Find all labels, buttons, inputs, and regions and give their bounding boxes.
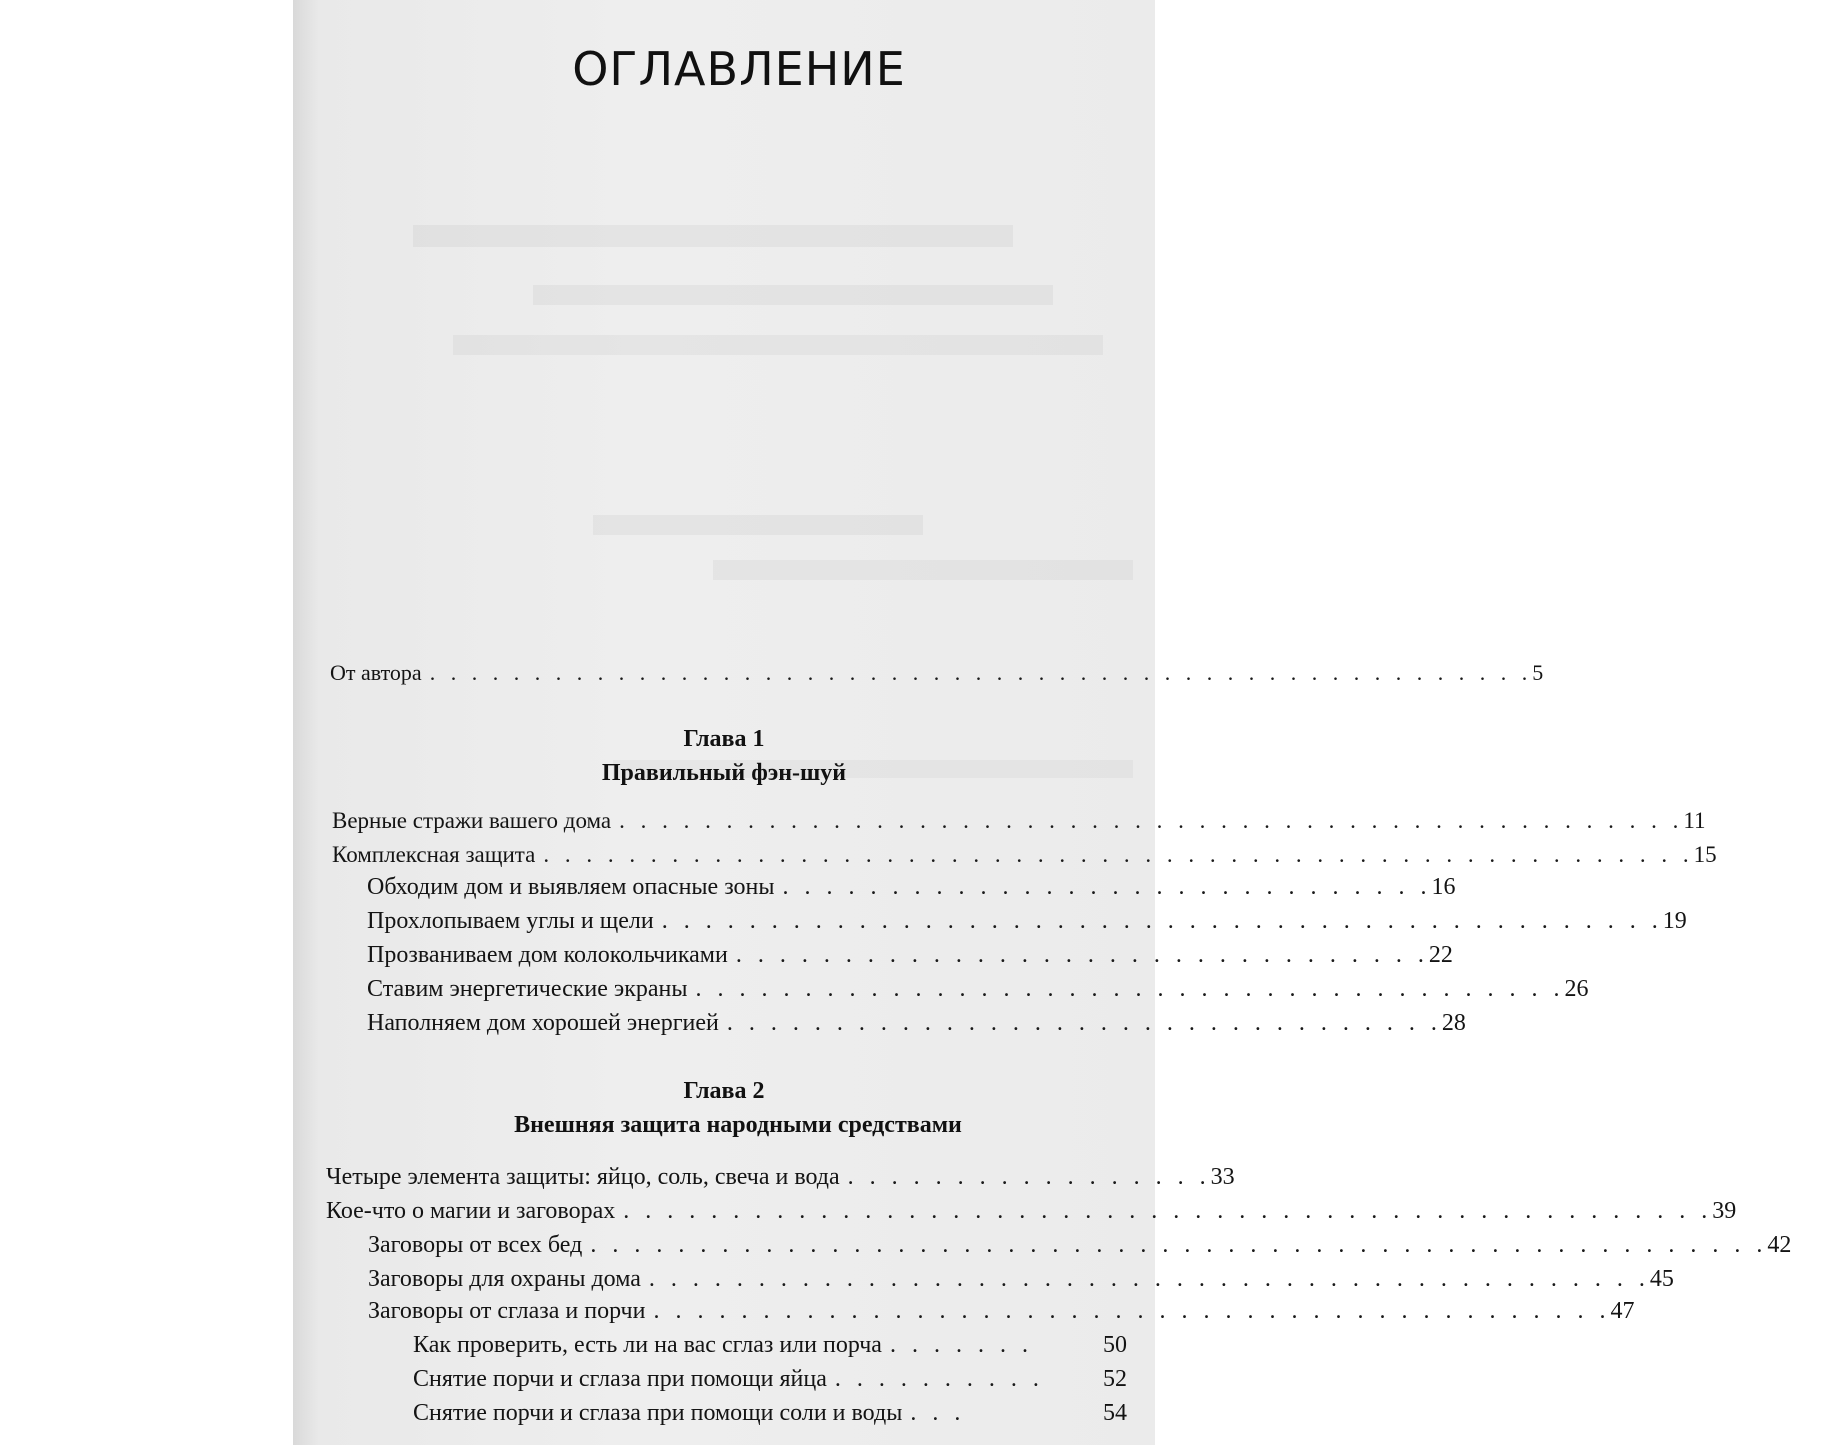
toc-entry-page: 33 (1210, 1164, 1235, 1190)
toc-entry (293, 976, 1589, 1012)
dot-leader: . . . . . . . . . . . . . . . . . . . . . . . . . . . . . . . . . . . . . . . . . . . . . . (648, 1266, 1650, 1292)
toc-entry (293, 1232, 1792, 1268)
toc-entry-label: Наполняем дом хорошей энергией (367, 1010, 719, 1036)
dot-leader: . . . . . . . . . . . . . . . . . . . . . . . . . . . . . . . . . . . . . . . . . . . . . . . . . . . . . . (543, 842, 1694, 867)
toc-entry-label: Кое-что о магии и заговорах (326, 1198, 616, 1224)
chapter-1-title: Правильный фэн-шуй (601, 760, 847, 786)
toc-entry-page: 16 (1431, 874, 1456, 900)
book-page (293, 0, 1792, 1445)
toc-entry-page: 47 (1610, 1298, 1635, 1324)
toc-entry (293, 1332, 1155, 1368)
dot-leader: . . . . . . . . . . . . . . . . . . . . . . . . . . . . . . . . . . . . . . . . (695, 976, 1565, 1002)
toc-entry-label: Заговоры от всех бед (368, 1232, 583, 1258)
toc-entry-label: Ставим энергетические экраны (367, 976, 688, 1002)
dot-leader: . . . . . . . . . . . . . . . . . . . . . . . . . . . . . . . . . . . . . . . . . . . . . . . . . . (623, 1198, 1713, 1224)
page-title: ОГЛАВЛЕНИЕ (572, 42, 906, 96)
toc-entry (293, 1010, 1466, 1046)
toc-entry (293, 908, 1687, 944)
toc-entry-intro (293, 660, 1544, 696)
dot-leader: . . . . . . . . . . . . . . . . . . . . . . . . . . . . . . . . . . . . . . . . . . . . . . . . . . . . . (429, 660, 1533, 685)
dot-leader: . . . . . . . . . . . . . . . . . . . . . . . . . . . . . . . . . . . . . . . . . . . . . . . . . . . . . . (590, 1232, 1768, 1258)
toc-entry-label: Обходим дом и выявляем опасные зоны (367, 874, 775, 900)
toc-entry-page: 50 (1103, 1332, 1127, 1358)
toc-entry (293, 1298, 1635, 1334)
toc-entry-page: 15 (1693, 842, 1717, 867)
chapter-2-title: Внешняя защита народными средствами (514, 1112, 962, 1138)
toc-entry-label: От автора (330, 660, 422, 685)
toc-entry (293, 1366, 1155, 1402)
dot-leader: . . . . . . . . . . . . . . . . . . . . . . . . . . . . . . . . . . . . . . . . . . . . . . (661, 908, 1663, 934)
dot-leader: . . . . . . . . . . . . . . . . . (847, 1164, 1211, 1190)
toc-entry-page: 19 (1662, 908, 1687, 934)
dot-leader: . . . . . . . . . . . . . . . . . . . . . . . . . . . . . . . . . . . . . . . . . . . . (653, 1298, 1611, 1324)
toc-entry-page: 42 (1767, 1232, 1792, 1258)
dot-leader: . . . . . . . . . . . . . . . . . . . . . . . . . . . . . . (782, 874, 1432, 900)
toc-entry (293, 808, 1706, 844)
dot-leader: . . . (910, 1400, 966, 1426)
toc-entry-label: Прозваниваем дом колокольчиками (367, 942, 728, 968)
toc-entry (293, 942, 1453, 978)
toc-entry (293, 1164, 1235, 1200)
chapter-2-number: Глава 2 (683, 1078, 765, 1104)
toc-entry-page: 11 (1683, 808, 1706, 833)
dot-leader: . . . . . . . . . . . . . . . . . . . . . . . . . . . . . . . . . . . . . . . . . . . . . . . . . . (619, 808, 1684, 833)
toc-entry-page: 39 (1712, 1198, 1737, 1224)
dot-leader: . . . . . . . . . . . . . . . . . . . . . . . . . . . . . . . . (735, 942, 1429, 968)
toc-entry-page: 52 (1103, 1366, 1127, 1392)
toc-entry (293, 1266, 1674, 1302)
toc-entry (293, 842, 1717, 878)
toc-entry-label: Верные стражи вашего дома (332, 808, 612, 833)
table-of-contents (293, 0, 1792, 1445)
toc-entry (293, 1400, 1155, 1436)
dot-leader: . . . . . . . (889, 1332, 1033, 1358)
toc-entry-label: Прохлопываем углы и щели (367, 908, 654, 934)
toc-entry (293, 1198, 1737, 1234)
toc-entry-page: 26 (1564, 976, 1589, 1002)
toc-entry-label: Комплексная защита (332, 842, 536, 867)
toc-entry-label: Снятие порчи и сглаза при помощи яйца (413, 1366, 827, 1392)
toc-entry-page: 54 (1103, 1400, 1127, 1426)
toc-entry-page: 45 (1649, 1266, 1674, 1292)
toc-entry-label: Снятие порчи и сглаза при помощи соли и воды (413, 1400, 903, 1426)
toc-entry-label: Заговоры от сглаза и порчи (368, 1298, 646, 1324)
chapter-1-number: Глава 1 (683, 726, 765, 752)
dot-leader: . . . . . . . . . . . . . . . . . . . . . . . . . . . . . . . . . (726, 1010, 1442, 1036)
toc-entry-page: 22 (1428, 942, 1453, 968)
toc-entry-label: Заговоры для охраны дома (368, 1266, 641, 1292)
toc-entry-page: 28 (1441, 1010, 1466, 1036)
toc-entry-page: 5 (1532, 660, 1544, 685)
dot-leader: . . . . . . . . . . (834, 1366, 1044, 1392)
toc-entry (293, 874, 1456, 910)
toc-entry-label: Четыре элемента защиты: яйцо, соль, свеча и вода (326, 1164, 840, 1190)
toc-entry-label: Как проверить, есть ли на вас сглаз или порча (413, 1332, 882, 1358)
